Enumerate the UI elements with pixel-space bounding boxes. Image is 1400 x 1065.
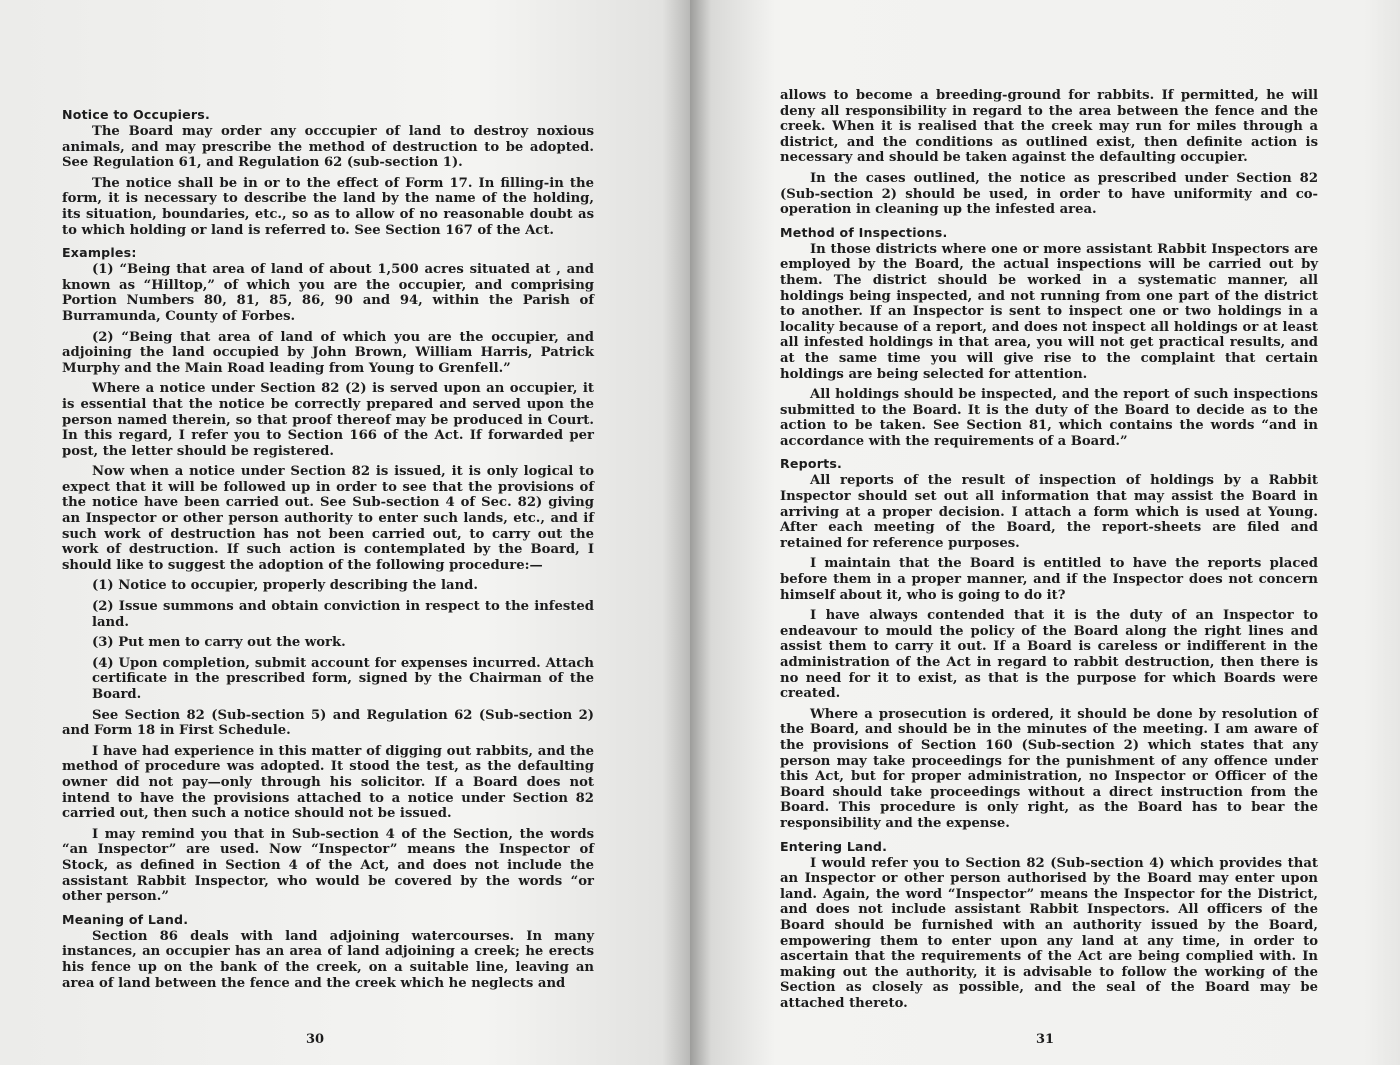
paragraph: Where a notice under Section 82 (2) is served upon an occupier, it is essential that the notice be correctly prepared and served upon the person named therein, so that proof thereof may be produced in Court. In this regard, I refer you to Section 166 of the Act. If forwarded per post, the letter should be registered. [62, 381, 594, 459]
paragraph: (1) “Being that area of land of about 1,500 acres situated at , and known as “Hilltop,” of which you are the occupier, and comprising Portion Numbers 80, 81, 85, 86, 90 and 94, within the Parish of Burramunda, County of Forbes. [62, 262, 594, 324]
procedure-list-item: (4) Upon completion, submit account for expenses incurred. Attach certificate in the prescribed form, signed by the Chairman of the Board. [92, 655, 594, 702]
paragraph: I have always contended that it is the duty of an Inspector to endeavour to mould the policy of the Board along the right lines and assist them to carry it out. If a Board is careless or indifferent in the administration of the Act in regard to rabbit destruction, then there is no need for it to exist, as that is the purpose for which Boards were created. [780, 608, 1318, 702]
paragraph: The Board may order any occcupier of land to destroy noxious animals, and may prescribe the method of destruction to be adopted. See Regulation 61, and Regulation 62 (sub-section 1). [62, 124, 594, 171]
paragraph: All reports of the result of inspection of holdings by a Rabbit Inspector should set out all information that may assist the Board in arriving at a proper decision. I attach a form which is used at Young. After each meeting of the Board, the report-sheets are filed and retained for reference purposes. [780, 473, 1318, 551]
left-page [0, 0, 690, 1065]
section-heading: Entering Land. [780, 838, 888, 854]
section-heading: Meaning of Land. [62, 911, 189, 927]
paragraph: In the cases outlined, the notice as prescribed under Section 82 (Sub-section 2) should be used, in order to have uniformity and co-operation in cleaning up the infested area. [780, 170, 1318, 218]
paragraph: All holdings should be inspected, and the report of such inspections submitted to the Board. It is the duty of the Board to decide as to the action to be taken. See Section 81, which contains the words “and in accordance with the requirements of a Board.” [780, 387, 1318, 449]
page-number: 30 [305, 1032, 325, 1047]
paragraph: I maintain that the Board is entitled to have the reports placed before them in a proper manner, and if the Inspector does not concern himself about it, who is going to do it? [780, 556, 1318, 603]
section-heading: Notice to Occupiers. [62, 107, 210, 122]
paragraph: The notice shall be in or to the effect of Form 17. In filling-in the form, it is necessary to describe the land by the name of the holding, its situation, boundaries, etc., so as to allow of no reasonable doubt as to which holding or land is referred to. See Section 167 of the Act. [62, 175, 594, 238]
right-page [690, 0, 1400, 1065]
show-through-text [470, 88, 479, 121]
paragraph: I would refer you to Section 82 (Sub-section 4) which provides that an Inspector or other person authorised by the Board may enter upon land. Again, the word “Inspector” means the Inspector for the District, and does not include assistant Rabbit Inspectors. All officers of the Board should be furnished with an authority issued by the Board, empowering them to enter upon any land at any time, in order to ascertain that the requirements of the Act are being complied with. In making out the authority, it is advisable to follow the working of the Section as closely as possible, and the seal of the Board may be attached thereto. [780, 855, 1318, 1011]
procedure-list-item: (2) Issue summons and obtain conviction in respect to the infested land. [92, 599, 594, 630]
page-number: 31 [1035, 1032, 1055, 1047]
paragraph: Section 86 deals with land adjoining watercourses. In many instances, an occupier has an area of land adjoining a creek; he erects his fence up on the bank of the creek, on a suitable line, leaving an area of land between the fence and the creek which he neglects and [62, 928, 594, 991]
paragraph: (2) “Being that area of land of which you are the occupier, and adjoining the land occupied by John Brown, William Harris, Patrick Murphy and the Main Road leading from Young to Grenfell.” [62, 329, 594, 376]
section-heading: Method of Inspections. [780, 224, 948, 240]
paragraph: Where a prosecution is ordered, it should be done by resolution of the Board, and should be in the minutes of the meeting. I am aware of the provisions of Section 160 (Sub-section 2) which states that any person may take proceedings for the punishment of any offence under this Act, but for proper administration, no Inspector or Officer of the Board should take proceedings without a direct instruction from the Board. This procedure is only right, as the Board has to bear the responsibility and the expense. [780, 706, 1318, 831]
paragraph: See Section 82 (Sub-section 5) and Regulation 62 (Sub-section 2) and Form 18 in First Schedule. [62, 707, 594, 739]
section-heading: Examples: [62, 245, 137, 261]
paragraph: Now when a notice under Section 82 is issued, it is only logical to expect that it will be followed up in order to see that the provisions of the notice have been carried out. See Sub-section 4 of Sec. 82) giving an Inspector or other person authority to enter such lands, etc., and if such work of destruction has not been carried out, to carry out the work of destruction. If such action is contemplated by the Board, I should like to suggest the adoption of the following procedure:— [62, 464, 594, 573]
paragraph: allows to become a breeding-ground for rabbits. If permitted, he will deny all responsibility in regard to the area between the fence and the creek. When it is realised that the creek may run for miles through a district, and the conditions as outlined exist, then definite action is necessary and should be taken against the defaulting occupier. [780, 88, 1318, 166]
procedure-list-item: (3) Put men to carry out the work. [92, 635, 346, 651]
paragraph: I may remind you that in Sub-section 4 of the Section, the words “an Inspector” are used. Now “Inspector” means the Inspector of Stock, as defined in Section 4 of the Act, and does not include the assistant Rabbit Inspector, who would be covered by the words “or other person.” [62, 826, 594, 905]
procedure-list-item: (1) Notice to occupier, properly describing the land. [92, 578, 478, 594]
paragraph: In those districts where one or more assistant Rabbit Inspectors are employed by the Board, the actual inspections will be carried out by them. The district should be worked in a systematic manner, all holdings being inspected, and not running from one part of the district to another. If an Inspector is sent to inspect one or two holdings in a locality because of a report, and does not inspect all holdings or at least all infested holdings in that area, you will not get practical results, and at the same time you will give rise to the complaint that certain holdings are being selected for attention. [780, 241, 1318, 382]
section-heading: Reports. [780, 456, 843, 472]
paragraph: I have had experience in this matter of digging out rabbits, and the method of procedure was adopted. It stood the test, as the defaulting owner did not pay—only through his solicitor. If a Board does not intend to have the provisions attached to a notice under Section 82 carried out, then such a notice should not be issued. [62, 743, 594, 822]
